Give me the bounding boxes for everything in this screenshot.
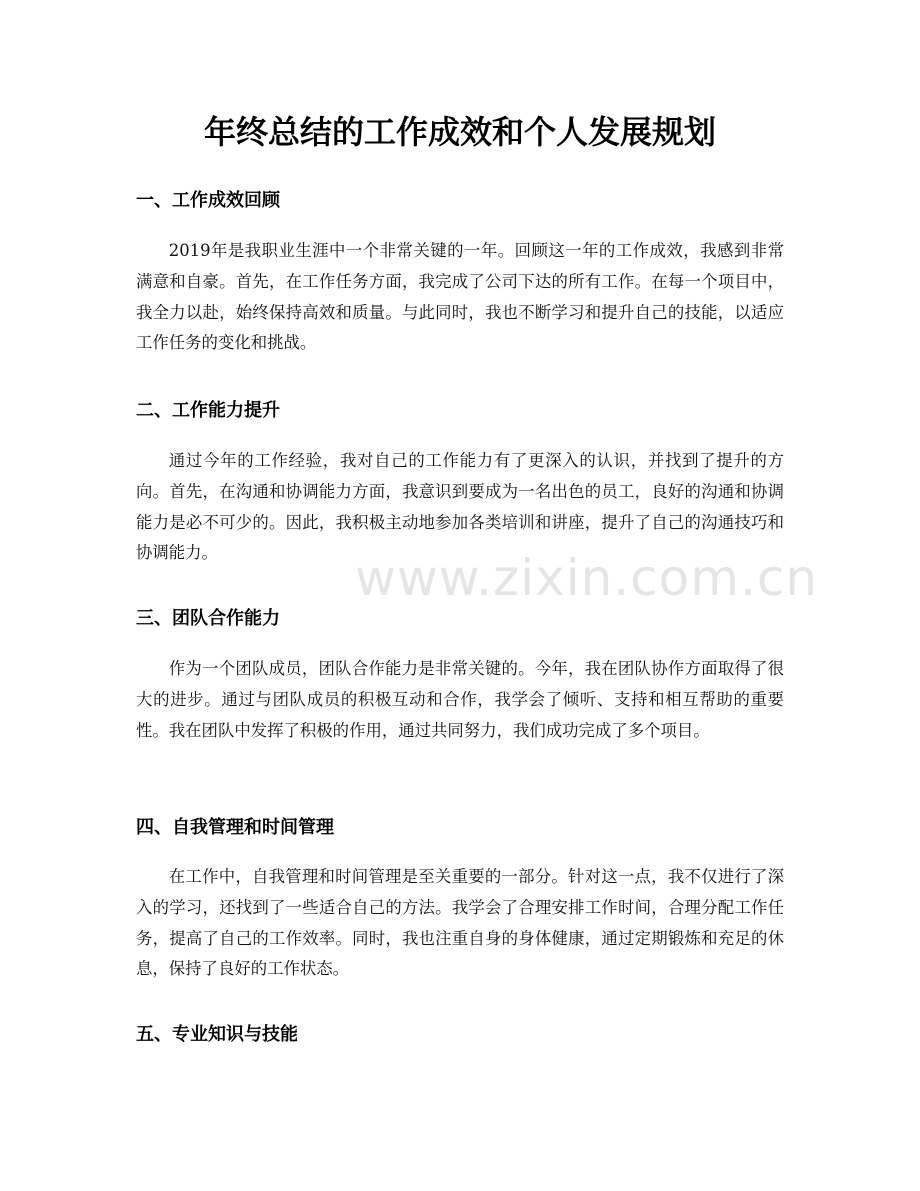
section-heading-ability-improvement: 二、工作能力提升: [136, 400, 280, 421]
section-body-ability-improvement: 通过今年的工作经验，我对自己的工作能力有了更深入的认识，并找到了提升的方向。首先，在沟通和协调能力方面，我意识到要成为一名出色的员工，良好的沟通和协调能力是必不可少的。因此，我积极主动地参加各类培训和讲座，提升了自己的沟通技巧和协调能力。: [136, 451, 784, 563]
section-heading-professional-skills: 五、专业知识与技能: [136, 1024, 298, 1045]
section-heading-teamwork: 三、团队合作能力: [136, 608, 280, 629]
section-heading-work-results: 一、工作成效回顾: [136, 190, 280, 211]
watermark-text: www.zixin.com.cn: [355, 549, 819, 607]
section-body-work-results: 2019年是我职业生涯中一个非常关键的一年。回顾这一年的工作成效，我感到非常满意和自豪。首先，在工作任务方面，我完成了公司下达的所有工作。在每一个项目中，我全力以赴，始终保持高效和质量。与此同时，我也不断学习和提升自己的技能，以适应工作任务的变化和挑战。: [136, 241, 784, 353]
section-body-self-time-management: 在工作中，自我管理和时间管理是至关重要的一部分。针对这一点，我不仅进行了深入的学习，还找到了一些适合自己的方法。我学会了合理安排工作时间，合理分配工作任务，提高了自己的工作效率。同时，我也注重自身的身体健康，通过定期锻炼和充足的休息，保持了良好的工作状态。: [136, 867, 784, 979]
document-title: 年终总结的工作成效和个人发展规划: [203, 113, 716, 151]
section-heading-self-time-management: 四、自我管理和时间管理: [136, 817, 334, 838]
section-body-teamwork: 作为一个团队成员，团队合作能力是非常关键的。今年，我在团队协作方面取得了很大的进步。通过与团队成员的积极互动和合作，我学会了倾听、支持和相互帮助的重要性。我在团队中发挥了积极的作用，通过共同努力，我们成功完成了多个项目。: [136, 659, 784, 740]
